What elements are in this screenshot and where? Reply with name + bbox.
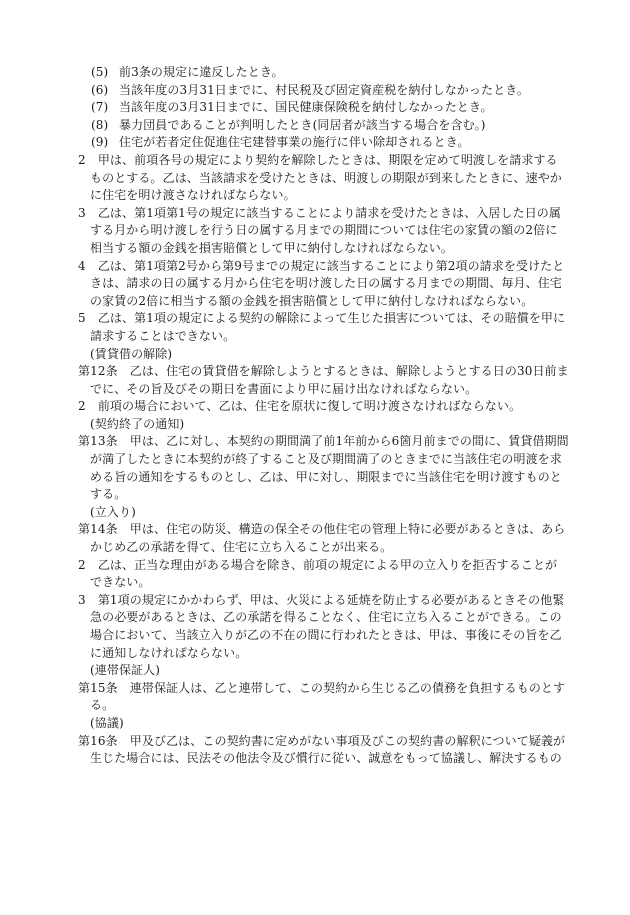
paragraph-continuation: る。 — [90, 698, 115, 713]
item-number: (6) — [91, 82, 109, 97]
list-item — [78, 64, 548, 82]
paragraph-continuation: に通知しなければならない。 — [90, 645, 248, 660]
article-heading: (賃貸借の解除) — [90, 346, 173, 361]
paragraph-line: 4 乙は、第1項第2号から第9号までの規定に該当することにより第2項の請求を受けたと — [78, 258, 565, 273]
paragraph-continuation: する。 — [90, 487, 127, 502]
item-text: 当該年度の3月31日までに、国民健康保険税を納付しなかったとき。 — [119, 100, 493, 115]
item-number: (7) — [91, 100, 109, 115]
paragraph-continuation: する月から明け渡しを行う日の属する月までの期間については住宅の家賃の額の2倍に — [90, 223, 558, 238]
paragraph-continuation: かじめ乙の承諾を得て、住宅に立ち入ることが出来る。 — [90, 540, 393, 555]
paragraph-continuation: きは、請求の日の属する月から住宅を明け渡した日の属する月までの期間、毎月、住宅 — [90, 276, 562, 291]
item-text: 暴力団員であることが判明したとき(同居者が該当する場合を含む。) — [119, 117, 486, 132]
paragraph-line: 第13条 甲は、乙に対し、本契約の期間満了前1年前から6箇月前までの間に、賃貸借期間 — [78, 434, 569, 449]
list-item — [78, 134, 548, 152]
item-number: (5) — [91, 65, 109, 79]
paragraph-line: 第12条 乙は、住宅の賃貸借を解除しようとするときは、解除しようとする日の30日前ま — [78, 364, 569, 379]
paragraph-continuation: でに、その旨及びその期日を書面により甲に届け出なければならない。 — [90, 381, 478, 396]
list-item — [78, 82, 548, 100]
paragraph-continuation: 急の必要があるときは、乙の承諾を得ることなく、住宅に立ち入ることができる。この — [90, 610, 562, 625]
article-heading: (立入り) — [90, 504, 136, 519]
paragraph-continuation: 相当する額の金銭を損害賠償として甲に納付しなければならない。 — [90, 240, 454, 255]
item-text: 住宅が若者定住促進住宅建替事業の施行に伴い除却されるとき。 — [119, 135, 470, 150]
paragraph-continuation: 場合において、当該立入りが乙の不在の間に行われたときは、甲は、事後にその旨を乙 — [90, 628, 562, 642]
paragraph-line: 第16条 甲及び乙は、この契約書に定めがない事項及びこの契約書の解釈について疑義が — [78, 733, 566, 748]
article-heading: (契約終了の通知) — [90, 416, 185, 431]
article-heading: (協議) — [90, 715, 124, 730]
paragraph-continuation: が満了したときに本契約が終了すること及び期間満了のときまでに当該住宅の明渡を求 — [90, 452, 562, 467]
paragraph-continuation: 請求することはできない。 — [90, 328, 236, 343]
paragraph-line: 5 乙は、第1項の規定による契約の解除によって生じた損害については、その賠償を甲に — [78, 311, 566, 326]
paragraph-continuation: に住宅を明け渡さなければならない。 — [90, 188, 296, 203]
paragraph-line: 2 乙は、正当な理由がある場合を除き、前項の規定による甲の立入りを拒否することが — [78, 557, 558, 572]
paragraph-line: 3 乙は、第1項第1号の規定に該当することにより請求を受けたときは、入居した日の属 — [78, 205, 562, 220]
item-number: (9) — [91, 135, 109, 150]
item-text: 当該年度の3月31日までに、村民税及び固定資産税を納付しなかったとき。 — [119, 82, 529, 97]
paragraph-line: 第15条 連帯保証人は、乙と連帯して、この契約から生じる乙の債務を負担するものとす — [78, 680, 566, 695]
paragraph-continuation: の家賃の2倍に相当する額の金銭を損害賠償として甲に納付しなければならない。 — [90, 293, 534, 308]
paragraph-continuation: 生じた場合には、民法その他法令及び慣行に従い、誠意をもって協議し、解決するもの — [90, 751, 562, 766]
document-body — [78, 64, 569, 768]
list-item — [78, 99, 548, 117]
list-item — [78, 117, 548, 135]
paragraph-line: 3 第1項の規定にかかわらず、甲は、火災による延焼を防止する必要があるときその他緊 — [78, 592, 565, 607]
paragraph-line: 2 甲は、前項各号の規定により契約を解除したときは、期限を定めて明渡しを請求する — [78, 152, 558, 167]
paragraph-continuation: ものとする。乙は、当該請求を受けたときは、明渡しの期限が到来したときに、速やか — [90, 170, 562, 185]
paragraph-line: 2 前項の場合において、乙は、住宅を原状に復して明け渡さなければならない。 — [78, 399, 522, 414]
item-number: (8) — [91, 117, 109, 132]
paragraph-continuation: める旨の通知をするものとし、乙は、甲に対し、期限までに当該住宅を明け渡すものと — [90, 469, 562, 484]
item-text: 前3条の規定に違反したとき。 — [119, 65, 284, 79]
paragraph-line: 第14条 甲は、住宅の防災、構造の保全その他住宅の管理上特に必要があるときは、あら — [78, 522, 566, 537]
paragraph-continuation: できない。 — [90, 575, 151, 590]
article-heading: (連帯保証人) — [90, 663, 161, 678]
